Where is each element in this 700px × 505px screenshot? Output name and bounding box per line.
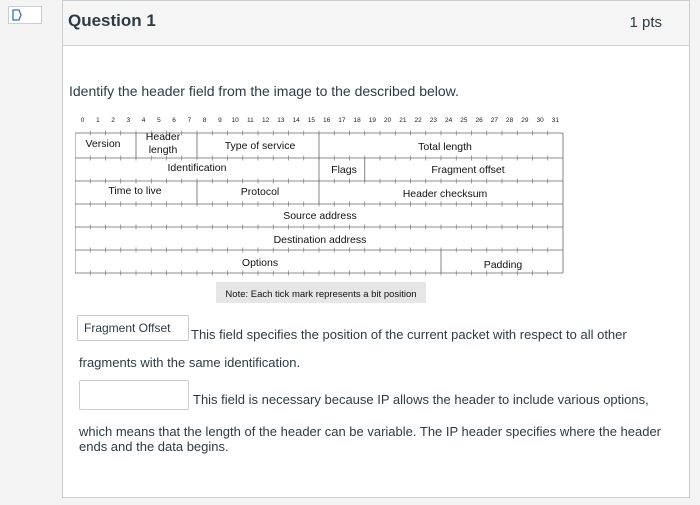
bit-number: 26: [475, 117, 483, 124]
bit-number: 2: [111, 117, 115, 124]
bit-number-row: [81, 117, 560, 124]
field-version: Version: [85, 138, 121, 150]
item1-text-line2: fragments with the same identification.: [79, 355, 301, 370]
bit-number: 22: [414, 117, 422, 124]
field-fragment-offset: Fragment offset: [431, 164, 505, 176]
field-protocol: Protocol: [240, 186, 280, 198]
bit-number: 27: [490, 117, 499, 124]
bit-number: 7: [187, 117, 192, 124]
item2-text-line3: ends and the data begins.: [79, 439, 229, 454]
question-card: [62, 0, 690, 498]
bit-number: 23: [429, 117, 438, 124]
flag-icon: [12, 9, 22, 21]
field-time-to-live: Time to live: [108, 185, 162, 197]
field-header-checksum: Header checksum: [402, 188, 488, 200]
bit-number: 0: [80, 117, 85, 124]
bit-number: 8: [202, 117, 207, 124]
bit-number: 16: [322, 117, 331, 124]
bit-number: 30: [536, 117, 544, 124]
bit-number: 20: [383, 117, 392, 124]
bit-number: 10: [231, 117, 239, 124]
field-type-of-service: Type of service: [224, 140, 296, 152]
question-prompt: Identify the header field from the image to the described below.: [69, 83, 459, 99]
field-destination-address: Destination address: [273, 234, 367, 246]
item2-text-line2: which means that the length of the header can be variable. The IP header specifies where the header: [79, 424, 662, 439]
bit-number: 17: [338, 117, 346, 124]
bit-number: 4: [141, 117, 146, 124]
bit-number: 5: [157, 117, 161, 124]
field-options: Options: [241, 257, 279, 269]
answer-input-1-value: Fragment Offset: [84, 321, 171, 335]
bit-number: 3: [126, 117, 131, 124]
bit-number: 11: [247, 117, 254, 124]
bit-number: 13: [277, 117, 285, 124]
question-points: 1 pts: [629, 14, 662, 31]
bit-number: 6: [172, 117, 176, 124]
bit-number: 18: [353, 117, 361, 124]
flag-question-button[interactable]: [8, 6, 42, 24]
question-title: Question 1: [68, 11, 156, 30]
answer-input-2[interactable]: [79, 380, 189, 410]
bit-number: 15: [307, 117, 316, 124]
ip-header-diagram: [75, 113, 571, 308]
field-total-length: Total length: [418, 141, 472, 153]
bit-number: 12: [261, 117, 270, 124]
bit-number: 28: [505, 117, 514, 124]
field-flags: Flags: [331, 164, 357, 176]
field-header-length-2: length: [148, 144, 178, 156]
bit-number: 21: [399, 117, 407, 124]
bit-number: 29: [521, 117, 529, 124]
question-header: [63, 1, 689, 46]
bit-number: 24: [444, 117, 453, 124]
item2-text-line1: This field is necessary because IP allows the header to include various options,: [193, 392, 649, 407]
bit-number: 9: [218, 117, 222, 124]
item1-text-line1: This field specifies the position of the current packet with respect to all other: [191, 327, 627, 342]
field-padding: Padding: [483, 259, 523, 271]
bit-number: 31: [551, 117, 560, 124]
field-identification: Identification: [167, 162, 227, 174]
bit-number: 14: [292, 117, 300, 124]
answer-input-1[interactable]: [77, 315, 189, 341]
bit-number: 25: [460, 117, 468, 124]
diagram-note: Note: Each tick mark represents a bit position: [225, 289, 417, 300]
bit-number: 1: [96, 117, 100, 124]
field-header-length-1: Header: [145, 131, 181, 143]
field-source-address: Source address: [283, 210, 357, 222]
bit-number: 19: [368, 117, 377, 124]
